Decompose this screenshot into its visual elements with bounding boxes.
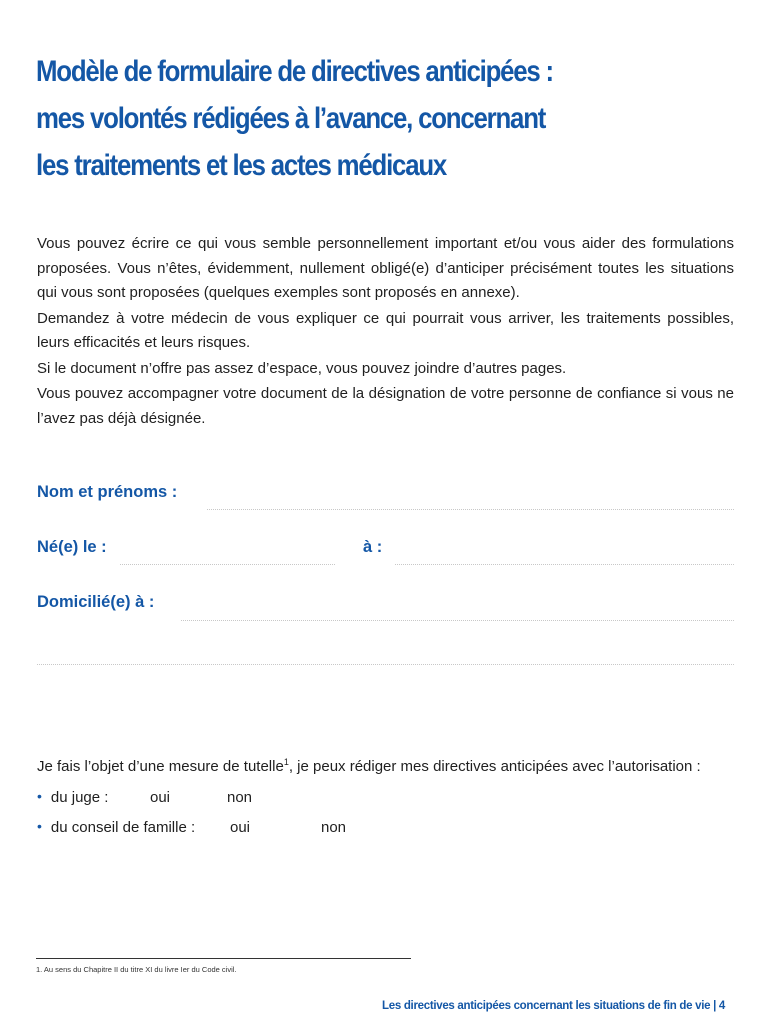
intro-paragraph-4: Vous pouvez accompagner votre document de la désignation de votre personne de confiance si vous ne l’avez pas déjà désignée.	[37, 385, 734, 427]
lieu-naissance-label: à :	[363, 538, 383, 556]
nom-field[interactable]	[207, 509, 734, 510]
option-conseil-non[interactable]: non	[321, 819, 347, 836]
page-title	[36, 48, 638, 189]
title-line-3: les traitements et les actes médicaux	[36, 149, 447, 182]
title-line-1: Modèle de formulaire de directives anticipées :	[36, 55, 553, 88]
bullet-icon: •	[37, 818, 42, 834]
bullet-icon: •	[37, 788, 42, 804]
option-conseil-oui[interactable]: oui	[230, 819, 251, 836]
intro-text	[37, 232, 734, 432]
option-juge	[37, 789, 337, 806]
intro-paragraph-3: Si le document n’offre pas assez d’espace, vous pouvez joindre d’autres pages.	[37, 359, 567, 377]
domicile-field-line-2[interactable]	[37, 664, 734, 665]
option-juge-non[interactable]: non	[227, 789, 253, 806]
domicile-field[interactable]	[181, 620, 734, 621]
date-naissance-field[interactable]	[120, 564, 335, 565]
domicile-label: Domicilié(e) à :	[37, 593, 155, 611]
option-conseil-famille	[37, 819, 377, 836]
lieu-naissance-field[interactable]	[395, 564, 734, 565]
footnote: 1. Au sens du Chapitre II du titre XI du livre Ier du Code civil.	[36, 965, 237, 974]
page-footer: Les directives anticipées concernant les situations de fin de vie | 4	[382, 1000, 725, 1012]
intro-paragraph-1: Vous pouvez écrire ce qui vous semble personnellement important et/ou vous aider des formulations proposées. Vous n’êtes, évidemment, nullement obligé(e) d’anticiper précisément toutes les situations qui vous sont proposées (quelques exemples sont proposés en annexe).	[37, 235, 734, 301]
footnote-ref: 1	[283, 757, 289, 767]
tutelle-statement	[37, 757, 737, 775]
option-juge-label: du juge :	[50, 789, 109, 806]
tutelle-text: Je fais l’objet d’une mesure de tutelle	[37, 758, 284, 775]
ne-le-label: Né(e) le :	[37, 538, 107, 556]
title-line-2: mes volontés rédigées à l’avance, concernant	[36, 102, 546, 135]
option-conseil-label: du conseil de famille :	[50, 819, 196, 836]
intro-paragraph-2: Demandez à votre médecin de vous expliquer ce qui pourrait vous arriver, les traitements possibles, leurs efficacités et leurs risques.	[37, 309, 734, 351]
footnote-divider	[36, 958, 411, 959]
nom-label: Nom et prénoms :	[37, 483, 178, 501]
option-juge-oui[interactable]: oui	[150, 789, 171, 806]
tutelle-text-after: , je peux rédiger mes directives anticipées avec l’autorisation :	[288, 758, 701, 775]
